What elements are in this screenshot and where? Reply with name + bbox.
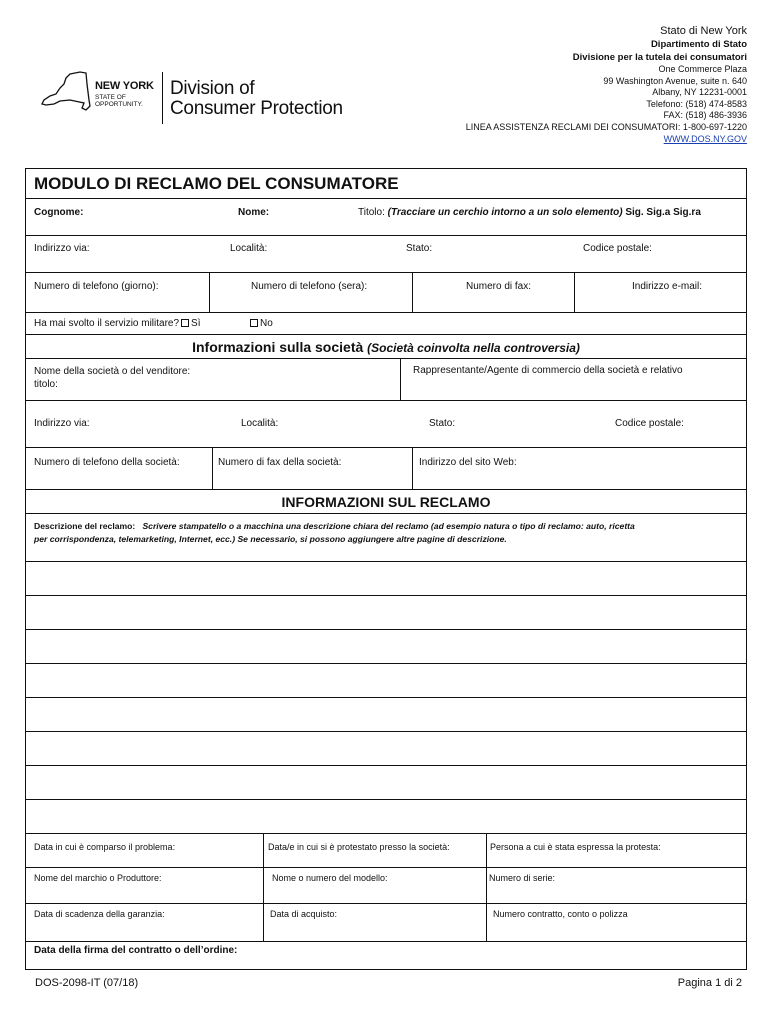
data-problema-label: Data in cui è comparso il problema: <box>34 842 176 852</box>
company-tel-label: Numero di telefono della società: <box>34 457 180 468</box>
indirizzo-label: Indirizzo via: <box>34 243 90 254</box>
military-no-option: No <box>248 318 273 329</box>
description-line[interactable] <box>26 766 746 800</box>
description-line[interactable] <box>26 630 746 664</box>
phone-row[interactable] <box>26 273 746 313</box>
logo-divider <box>162 72 163 124</box>
description-instructions: Descrizione del reclamo: Scrivere stampatello o a macchina una descrizione chiara del reclamo (ad esempio natura o tipo di reclamo: auto, ricetta per corrispondenza, telemarketing, Internet, ecc.) Se necessario, si possono aggiungere altre pagine di descrizione. <box>34 521 635 544</box>
company-stato-label: Stato: <box>429 418 456 429</box>
address-row[interactable] <box>26 236 746 273</box>
complaint-form <box>25 168 747 970</box>
phone-divider-1 <box>209 273 210 312</box>
warranty-row[interactable] <box>26 904 746 942</box>
company-indirizzo-label: Indirizzo via: <box>34 418 90 429</box>
email-label: Indirizzo e-mail: <box>632 281 703 292</box>
description-line[interactable] <box>26 562 746 596</box>
ny-state-outline-icon <box>40 70 94 114</box>
product-divider-2 <box>486 868 487 903</box>
fax-label: Numero di fax: <box>466 281 532 292</box>
cognome-label: Cognome: <box>34 207 84 218</box>
letterhead <box>0 0 770 165</box>
company-contact-divider-1 <box>212 448 213 489</box>
phone-divider-3 <box>574 273 575 312</box>
agency-address: Stato di New York Dipartimento di Stato Divisione per la tutela dei consumatori One Commerce Plaza 99 Washington Avenue, suite n. 640 Albany, NY 12231-0001 Telefono: (518) 474-8583 FAX: (518) 486-3936 LINEA ASSISTENZA RECLAMI DEI CONSUMATORI: 1-800-697-1220 WWW.DOS.NY.GOV <box>465 25 747 144</box>
tel-sera-label: Numero di telefono (sera): <box>251 281 368 292</box>
serie-label: Numero di serie: <box>489 873 556 883</box>
agency-logo <box>40 70 360 130</box>
garanzia-label: Data di scadenza della garanzia: <box>34 909 165 919</box>
complaint-section-title: INFORMAZIONI SUL RECLAMO <box>281 494 491 510</box>
company-name-label: Nome della società o del venditore: titolo: <box>34 366 191 390</box>
firma-label: Data della firma del contratto o dell’ordine: <box>34 945 238 956</box>
localita-label: Località: <box>230 243 268 254</box>
name-row[interactable] <box>26 199 746 236</box>
acquisto-label: Data di acquisto: <box>270 909 338 919</box>
form-title: MODULO DI RECLAMO DEL CONSUMATORE <box>34 174 399 193</box>
company-web-label: Indirizzo del sito Web: <box>419 457 517 468</box>
complaint-section-header <box>26 490 746 514</box>
ny-wordmark: NEW YORK <box>95 80 154 92</box>
military-row <box>26 313 746 335</box>
description-line[interactable] <box>26 664 746 698</box>
marchio-label: Nome del marchio o Produttore: <box>34 873 162 883</box>
military-question: Ha mai svolto il servizio militare? Sì <box>34 318 201 329</box>
company-name-divider <box>400 359 401 400</box>
company-rep-label: Rappresentante/Agente di commercio della società e relativo <box>413 365 683 376</box>
division-name-line1: Division of <box>170 78 255 99</box>
warranty-divider-2 <box>486 904 487 941</box>
military-no-checkbox[interactable] <box>250 319 258 327</box>
description-line[interactable] <box>26 732 746 766</box>
product-divider-1 <box>263 868 264 903</box>
data-protesta-label: Data/e in cui si è protestato presso la società: <box>268 842 450 852</box>
modello-label: Nome o numero del modello: <box>272 873 388 883</box>
division-name-line2: Consumer Protection <box>170 98 343 119</box>
description-line[interactable] <box>26 596 746 630</box>
tel-giorno-label: Numero di telefono (giorno): <box>34 281 159 292</box>
website-link[interactable]: WWW.DOS.NY.GOV <box>663 133 747 144</box>
phone-divider-2 <box>412 273 413 312</box>
product-row[interactable] <box>26 868 746 904</box>
warranty-divider-1 <box>263 904 264 941</box>
company-address-row[interactable] <box>26 401 746 448</box>
company-name-row[interactable] <box>26 359 746 401</box>
dates-divider-1 <box>263 834 264 867</box>
cap-label: Codice postale: <box>583 243 652 254</box>
ny-tagline: STATE OF OPPORTUNITY. <box>95 94 143 108</box>
company-cap-label: Codice postale: <box>615 418 684 429</box>
company-section-header <box>26 335 746 359</box>
persona-label: Persona a cui è stata espressa la protesta: <box>490 842 661 852</box>
company-section-title: Informazioni sulla società (Società coinvolta nella controversia) <box>192 339 580 355</box>
page-number: Pagina 1 di 2 <box>677 977 742 989</box>
signature-date-row[interactable] <box>26 942 746 970</box>
nome-label: Nome: <box>238 207 270 218</box>
description-line[interactable] <box>26 800 746 834</box>
titolo-label: Titolo: (Tracciare un cerchio intorno a un solo elemento) Sig. Sig.a Sig.ra <box>358 207 701 218</box>
form-title-row <box>26 169 746 199</box>
company-contact-row[interactable] <box>26 448 746 490</box>
description-line[interactable] <box>26 698 746 732</box>
contratto-label: Numero contratto, conto o polizza <box>493 909 628 919</box>
dates-divider-2 <box>486 834 487 867</box>
description-instructions-row <box>26 514 746 562</box>
form-code: DOS-2098-IT (07/18) <box>35 977 139 989</box>
military-yes-checkbox[interactable] <box>181 319 189 327</box>
problem-dates-row[interactable] <box>26 834 746 868</box>
stato-label: Stato: <box>406 243 433 254</box>
company-fax-label: Numero di fax della società: <box>218 457 342 468</box>
company-contact-divider-2 <box>412 448 413 489</box>
company-localita-label: Località: <box>241 418 279 429</box>
